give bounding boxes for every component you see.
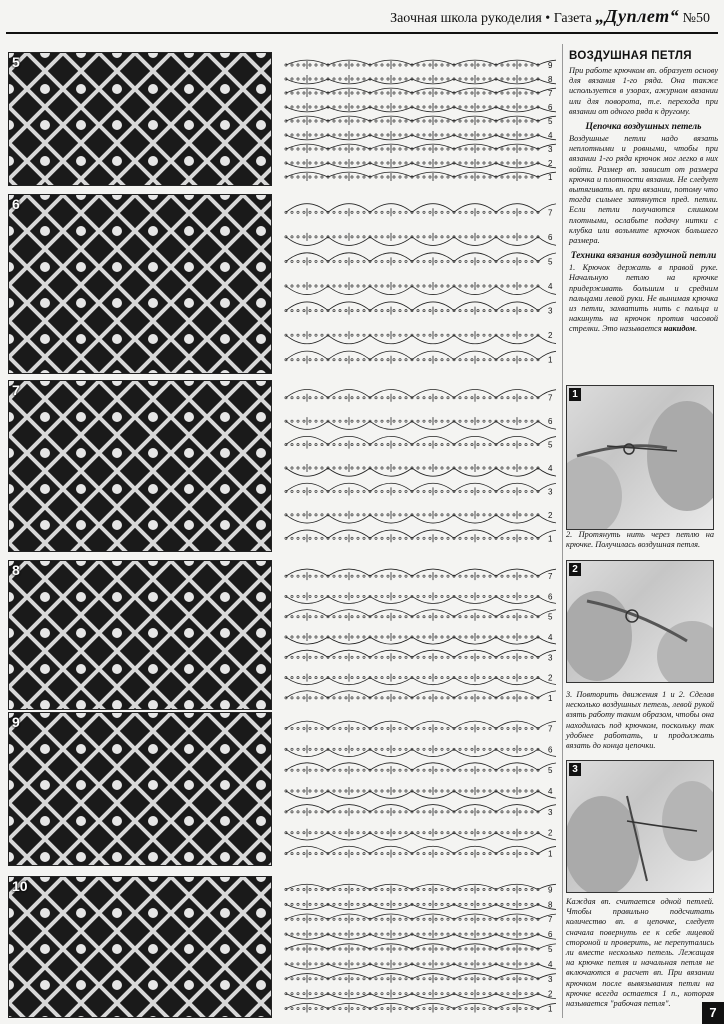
step1-text: 1. Крючок держать в правой руке. Начальную петлю на крючке придерживать большим и средним пальцами левой руки. Не вынимая крючка из петли, захватить нить с пальца и накинуть на крючок против часовой стрелки. Это называется накидом.	[569, 263, 718, 334]
crochet-diagram	[278, 194, 556, 374]
row-number-label: 2	[548, 989, 553, 999]
lace-photo-illustration	[9, 713, 272, 866]
row-number-label: 2	[548, 159, 553, 168]
crochet-chart-illustration	[278, 194, 556, 374]
step1-term: накидом	[663, 324, 695, 334]
page-header	[0, 0, 724, 40]
row-number-label: 7	[548, 208, 553, 218]
row-number-label: 4	[548, 131, 553, 140]
header-title	[390, 6, 710, 27]
final-caption: Каждая вп. считается одной петлей. Чтобы правильно подсчитать количество вп. в цепочке, следует сначала повернуть ее к себе лицевой стороной и проверить, не перепутались ли вместе несколько петель. Лежащая на крючке петля и начальная петля не включаются в расчет вп. При вязании крючком после вывязывания петли на крючке всегда остается 1 п., которая называется "рабочая петля".	[566, 897, 714, 1009]
row-number-label: 4	[548, 787, 553, 796]
pattern-photo	[8, 52, 272, 186]
row-number-label: 5	[548, 440, 553, 450]
sidebar-title: ВОЗДУШНАЯ ПЕТЛЯ	[569, 50, 692, 62]
row-number-label: 3	[548, 653, 553, 663]
header-issue: №50	[682, 11, 710, 26]
step-photo-1	[566, 385, 714, 530]
chain-section-title: Цепочка воздушных петель	[585, 122, 702, 133]
row-number-label: 1	[548, 173, 553, 182]
row-number-label: 6	[548, 592, 553, 602]
row-number-label: 5	[548, 612, 553, 622]
step2-caption: 2. Протянуть нить через петлю на крючке. Получилась воздушная петля.	[566, 530, 714, 550]
row-number-label: 2	[548, 331, 553, 341]
row-number-label: 6	[548, 103, 553, 112]
row-number-label: 6	[548, 745, 553, 755]
pattern-number: 9	[12, 714, 20, 730]
row-number-label: 9	[548, 61, 553, 70]
row-number-label: 4	[548, 633, 553, 642]
crochet-chart-illustration	[278, 52, 556, 186]
pattern-number: 10	[12, 878, 28, 894]
row-number-label: 7	[548, 393, 553, 403]
lace-photo-illustration	[9, 53, 272, 186]
lace-photo-illustration	[9, 877, 272, 1018]
step-photo-2	[566, 560, 714, 683]
row-number-label: 1	[548, 849, 553, 859]
row-number-label: 7	[548, 572, 553, 582]
crochet-diagram	[278, 560, 556, 710]
row-number-label: 3	[548, 807, 553, 817]
header-newspaper: Газета	[553, 11, 592, 26]
lace-photo-illustration	[9, 195, 272, 374]
crochet-diagram	[278, 52, 556, 186]
row-number-label: 2	[548, 673, 553, 683]
pattern-photo	[8, 712, 272, 866]
header-bullet: •	[545, 11, 551, 26]
row-number-label: 4	[548, 464, 553, 473]
row-number-label: 6	[548, 232, 553, 242]
pattern-photo	[8, 876, 272, 1018]
row-number-label: 8	[548, 900, 553, 910]
row-number-label: 7	[548, 89, 553, 98]
crochet-chart-illustration	[278, 560, 556, 710]
step1-tail: Это называется	[602, 324, 662, 334]
header-brand-logo: „Дуплет“	[595, 6, 680, 26]
row-number-label: 1	[548, 1004, 553, 1014]
pattern-photo	[8, 560, 272, 710]
header-school: Заочная школа рукоделия	[390, 11, 542, 26]
row-number-label: 3	[548, 145, 553, 154]
row-number-label: 1	[548, 355, 553, 365]
row-number-label: 1	[548, 534, 553, 544]
step-photo-3	[566, 760, 714, 893]
step3-caption: 3. Повторить движения 1 и 2. Сделав несколько воздушных петель, левой рукой взять работу таким образом, чтобы она находилась под крючком, поскольку так удобнее работать, и продолжать вязать до конца цепочки.	[566, 690, 714, 751]
row-number-label: 8	[548, 75, 553, 84]
row-number-label: 7	[548, 915, 553, 925]
crochet-chart-illustration	[278, 712, 556, 866]
pattern-number: 6	[12, 196, 20, 212]
page-number: 7	[702, 1002, 724, 1024]
pattern-number: 7	[12, 382, 20, 398]
row-number-label: 1	[548, 693, 553, 703]
row-number-label: 5	[548, 766, 553, 776]
row-number-label: 9	[548, 885, 553, 895]
step-photo-number: 2	[569, 563, 581, 576]
step1-body: 1. Крючок держать в правой руке. Начальную петлю на крючке придерживать большим и средним пальцами левой руки. Не вынимая крючка из петли, захватить нить с пальца и накинуть на крючок против часовой стрелки.	[569, 263, 718, 334]
crochet-diagram	[278, 380, 556, 552]
row-number-label: 7	[548, 724, 553, 734]
row-number-label: 3	[548, 974, 553, 984]
crochet-chart-illustration	[278, 876, 556, 1018]
hands-hook-illustration	[567, 761, 714, 893]
chain-section-text: Воздушные петли надо вязать неплотными и ровными, чтобы при вязании 1-го ряда крючок мог легко в них войти. Размер вп. зависит от размера крючка и плотности вязания. Не следует вытягивать вп. при вязании, потому что тогда сильнее затянутся пред. петли. Если петли получаются слишком плотными, ослабьте подачу нитки с клубка или возьмите крючок большего размера.	[569, 134, 718, 246]
step-photo-number: 1	[569, 388, 581, 401]
crochet-diagram	[278, 712, 556, 866]
lace-photo-illustration	[9, 381, 272, 552]
row-number-label: 2	[548, 510, 553, 520]
step-photo-number: 3	[569, 763, 581, 776]
pattern-number: 8	[12, 562, 20, 578]
pattern-photo	[8, 194, 272, 374]
sidebar-intro: При работе крючком вп. образует основу для вязания 1-го ряда. Она также используется в узорах, ажурном вязании или для поворота, т.е. перехода при вязании от одного ряда к другому.	[569, 66, 718, 116]
header-rule	[6, 32, 718, 34]
pattern-photo	[8, 380, 272, 552]
row-number-label: 5	[548, 945, 553, 954]
row-number-label: 3	[548, 487, 553, 497]
row-number-label: 4	[548, 282, 553, 291]
pattern-number: 5	[12, 54, 20, 70]
hands-hook-illustration	[567, 561, 714, 683]
crochet-diagram	[278, 876, 556, 1018]
lace-photo-illustration	[9, 561, 272, 710]
hands-hook-illustration	[567, 386, 714, 530]
row-number-label: 4	[548, 959, 553, 969]
crochet-chart-illustration	[278, 380, 556, 552]
row-number-label: 5	[548, 257, 553, 267]
row-number-label: 6	[548, 930, 553, 940]
row-number-label: 6	[548, 417, 553, 427]
row-number-label: 2	[548, 828, 553, 838]
row-number-label: 3	[548, 306, 553, 316]
row-number-label: 5	[548, 117, 553, 126]
technique-section-title: Техника вязания воздушной петли	[570, 251, 717, 262]
